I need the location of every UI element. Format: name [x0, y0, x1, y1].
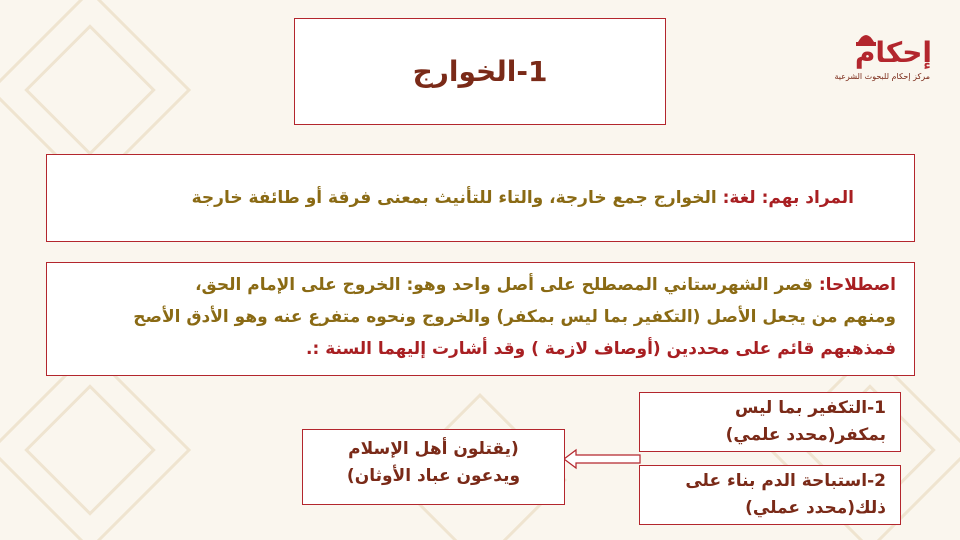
- left-arrow-icon: [563, 448, 641, 470]
- terminology-box: [46, 262, 915, 376]
- terminology-text-1: قصر الشهرستاني المصطلح على أصل واحد وهو: الخروج على الإمام الحق،: [195, 275, 813, 295]
- terminology-line-3: فمذهبهم قائم على محددين (أوصاف لازمة ) وقد أشارت إليهما السنة :.: [306, 339, 896, 359]
- definition-box: [46, 154, 915, 242]
- determinant-1-line-1: 1-التكفير بما ليس: [734, 398, 886, 418]
- determinant-box-1: [639, 392, 901, 452]
- consequence-line-2: ويدعون عباد الأوثان): [346, 466, 521, 486]
- definition-line: [192, 188, 854, 208]
- lugha-label: لغة:: [722, 188, 756, 208]
- title-box: [294, 18, 666, 125]
- consequence-box: [302, 429, 565, 505]
- consequence-line-1: (يقتلون أهل الإسلام: [348, 439, 519, 459]
- determinant-2-line-2: ذلك(محدد عملي): [745, 498, 886, 518]
- terminology-line-2: ومنهم من يجعل الأصل (التكفير بما ليس بمكفر) والخروج ونحوه متفرع عنه وهو الأدق الأصح: [133, 307, 896, 327]
- determinant-box-2: [639, 465, 901, 525]
- terminology-label: اصطلاحا:: [818, 275, 896, 295]
- definition-label: المراد بهم:: [761, 188, 854, 208]
- terminology-line-1: [65, 269, 896, 301]
- page-title: 1-الخوارج: [412, 55, 548, 88]
- logo-subtitle: مركز إحكام للبحوث الشرعية: [834, 72, 930, 81]
- definition-text: الخوارج جمع خارجة، والتاء للتأنيث بمعنى فرقة أو طائفة خارجة: [191, 188, 717, 208]
- ihkam-logo: [834, 24, 932, 94]
- determinant-1-line-2: بمكفر(محدد علمي): [725, 425, 886, 445]
- determinant-2-line-1: 2-استباحة الدم بناء على: [685, 471, 886, 491]
- logo-wordmark: إحكام: [854, 36, 932, 69]
